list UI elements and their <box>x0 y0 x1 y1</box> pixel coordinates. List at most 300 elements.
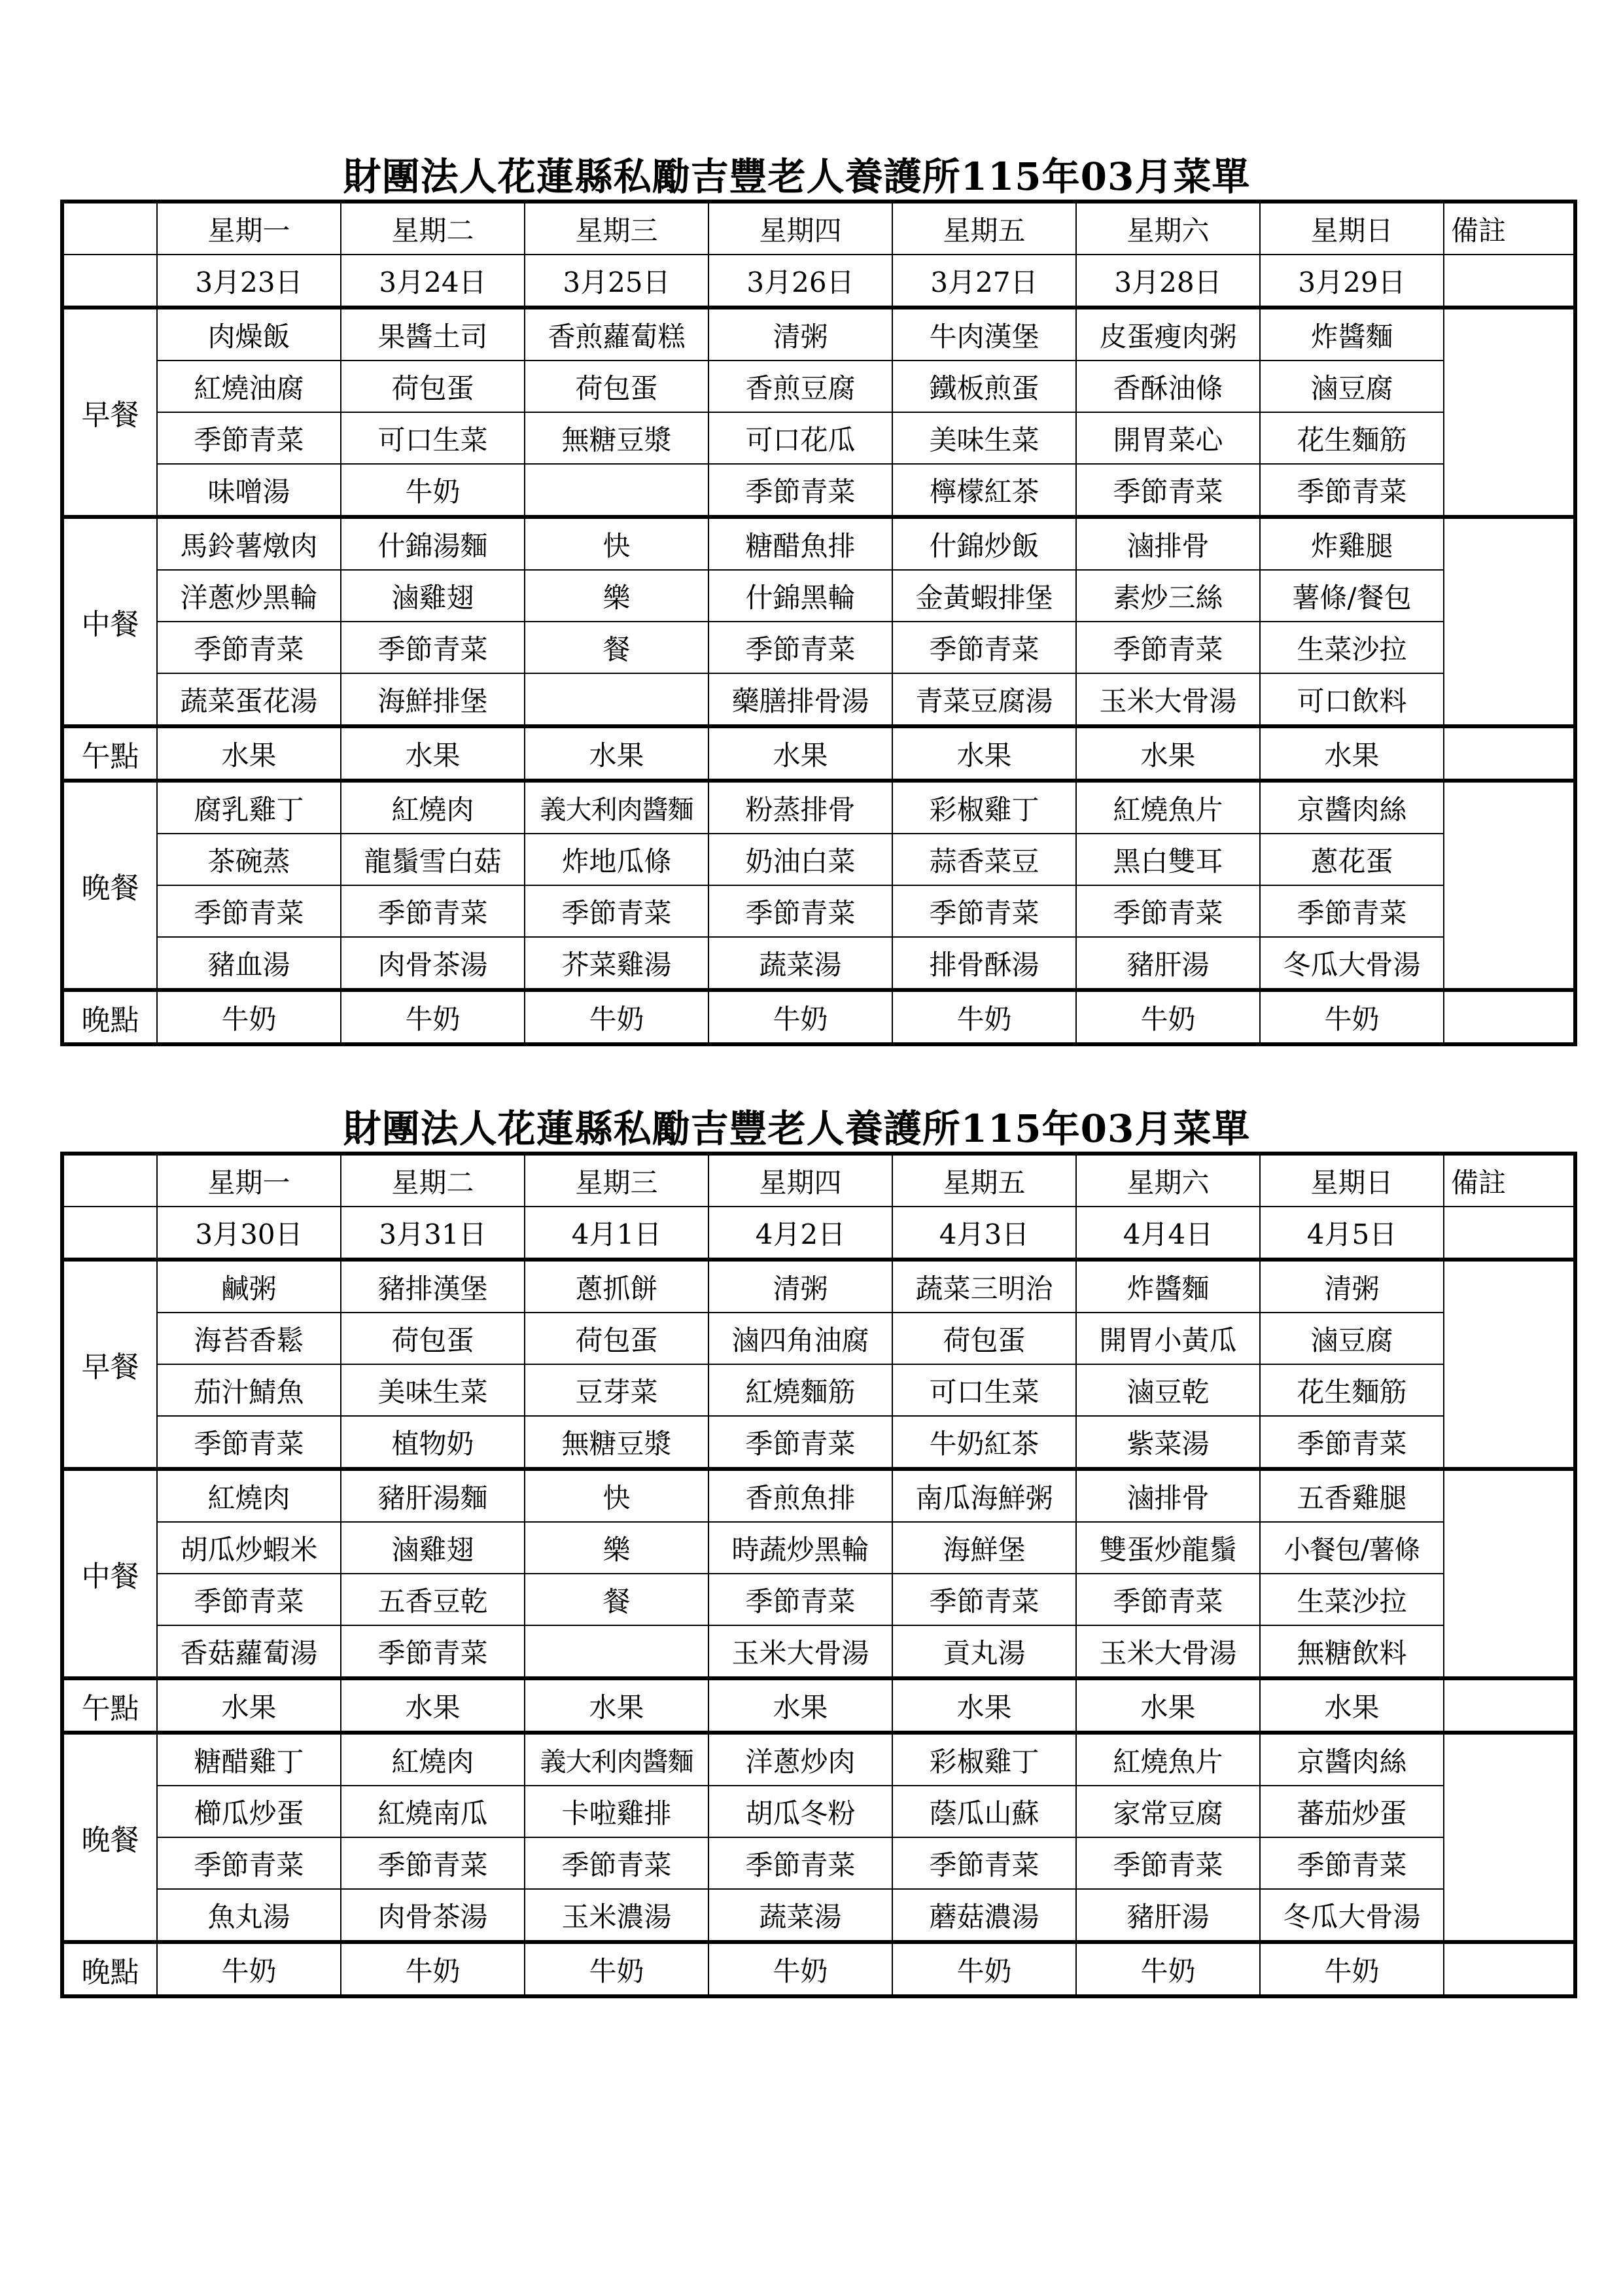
notes-cell <box>1444 308 1575 361</box>
menu-item: 蔥抓餅 <box>525 1260 708 1313</box>
menu-item: 冬瓜大骨湯 <box>1260 1889 1444 1942</box>
menu-item: 洋蔥炒肉 <box>708 1733 892 1786</box>
notes-cell <box>1444 570 1575 622</box>
menu-item: 開胃菜心 <box>1076 412 1260 464</box>
notes-cell <box>1444 834 1575 885</box>
notes-cell <box>1444 1837 1575 1889</box>
menu-item: 清粥 <box>708 1260 892 1313</box>
lunch-row <box>62 570 1575 622</box>
notes-cell <box>1444 1889 1575 1942</box>
notes-cell <box>1444 517 1575 570</box>
menu-item: 果醬土司 <box>341 308 525 361</box>
menu-item: 玉米大骨湯 <box>1076 673 1260 726</box>
menu-item: 肉骨茶湯 <box>341 937 525 990</box>
menu-item: 無糖豆漿 <box>525 1416 708 1469</box>
menu-item: 排骨酥湯 <box>892 937 1076 990</box>
weekday-header: 星期五 <box>892 202 1076 255</box>
dinner-row <box>62 834 1575 885</box>
menu-item <box>525 673 708 726</box>
menu-item: 牛奶 <box>1076 990 1260 1044</box>
afternoon-row <box>62 726 1575 781</box>
menu-item: 紅燒麵筋 <box>708 1364 892 1416</box>
menu-item: 花生麵筋 <box>1260 412 1444 464</box>
date-corner <box>62 255 157 308</box>
menu-item: 可口花瓜 <box>708 412 892 464</box>
menu-item: 季節青菜 <box>1076 1837 1260 1889</box>
date-cell: 4月1日 <box>525 1207 708 1260</box>
menu-item: 茶碗蒸 <box>157 834 341 885</box>
date-cell: 3月27日 <box>892 255 1076 308</box>
notes-header: 備註 <box>1444 202 1575 255</box>
menu-item: 豬肝湯 <box>1076 1889 1260 1942</box>
notes-cell <box>1444 622 1575 673</box>
menu-item: 紅燒肉 <box>157 1469 341 1522</box>
menu-item: 卡啦雞排 <box>525 1786 708 1837</box>
breakfast-row <box>62 1313 1575 1364</box>
menu-item: 皮蛋瘦肉粥 <box>1076 308 1260 361</box>
weekday-header: 星期日 <box>1260 202 1444 255</box>
date-cell: 4月2日 <box>708 1207 892 1260</box>
menu-item: 水果 <box>708 1678 892 1733</box>
weekday-header: 星期四 <box>708 1154 892 1207</box>
header-corner <box>62 1154 157 1207</box>
menu-item: 季節青菜 <box>708 622 892 673</box>
menu-item: 水果 <box>525 726 708 781</box>
lunch-row <box>62 517 1575 570</box>
menu-item: 洋蔥炒黑輪 <box>157 570 341 622</box>
notes-cell <box>1444 464 1575 517</box>
lunch-row <box>62 622 1575 673</box>
menu-item: 滷四角油腐 <box>708 1313 892 1364</box>
menu-item: 牛奶 <box>892 990 1076 1044</box>
menu-item: 炸醬麵 <box>1076 1260 1260 1313</box>
menu-item: 季節青菜 <box>157 1837 341 1889</box>
menu-item: 黑白雙耳 <box>1076 834 1260 885</box>
lunch-row <box>62 1574 1575 1625</box>
menu-item: 紅燒南瓜 <box>341 1786 525 1837</box>
notes-cell <box>1444 1364 1575 1416</box>
menu-item: 香煎豆腐 <box>708 361 892 412</box>
menu-item: 季節青菜 <box>1260 1416 1444 1469</box>
menu-item: 季節青菜 <box>1076 622 1260 673</box>
night-label: 晚點 <box>62 1942 157 1996</box>
notes-cell <box>1444 1522 1575 1574</box>
week-menu-1 <box>60 154 1573 1046</box>
weekday-header-row <box>62 1154 1575 1207</box>
menu-item: 可口生菜 <box>341 412 525 464</box>
menu-item: 什錦黑輪 <box>708 570 892 622</box>
menu-item: 牛奶 <box>708 990 892 1044</box>
weekday-header: 星期六 <box>1076 202 1260 255</box>
menu-item: 季節青菜 <box>157 1416 341 1469</box>
date-row <box>62 1207 1575 1260</box>
menu-item <box>525 1625 708 1678</box>
notes-cell <box>1444 1942 1575 1996</box>
menu-item: 腐乳雞丁 <box>157 781 341 834</box>
menu-item: 季節青菜 <box>892 1837 1076 1889</box>
menu-item: 鐵板煎蛋 <box>892 361 1076 412</box>
breakfast-row <box>62 361 1575 412</box>
weekday-header: 星期二 <box>341 1154 525 1207</box>
breakfast-row <box>62 1364 1575 1416</box>
menu-item: 快 <box>525 1469 708 1522</box>
menu-item: 鹹粥 <box>157 1260 341 1313</box>
menu-item: 素炒三絲 <box>1076 570 1260 622</box>
menu-item: 牛奶 <box>341 990 525 1044</box>
menu-item: 蘑菇濃湯 <box>892 1889 1076 1942</box>
notes-cell <box>1444 1574 1575 1625</box>
menu-item: 海苔香鬆 <box>157 1313 341 1364</box>
notes-cell <box>1444 1786 1575 1837</box>
breakfast-row <box>62 464 1575 517</box>
menu-item: 荷包蛋 <box>525 1313 708 1364</box>
menu-item: 牛奶 <box>341 464 525 517</box>
menu-item: 青菜豆腐湯 <box>892 673 1076 726</box>
notes-cell <box>1444 781 1575 834</box>
menu-item: 紅燒魚片 <box>1076 781 1260 834</box>
menu-item: 水果 <box>525 1678 708 1733</box>
menu-item: 季節青菜 <box>708 1574 892 1625</box>
menu-item: 花生麵筋 <box>1260 1364 1444 1416</box>
breakfast-label: 早餐 <box>62 308 157 517</box>
menu-item: 季節青菜 <box>892 1574 1076 1625</box>
lunch-row <box>62 1522 1575 1574</box>
weekday-header: 星期五 <box>892 1154 1076 1207</box>
menu-item: 味噌湯 <box>157 464 341 517</box>
breakfast-row <box>62 308 1575 361</box>
menu-item: 荷包蛋 <box>892 1313 1076 1364</box>
menu-item: 牛奶 <box>341 1942 525 1996</box>
date-cell: 3月23日 <box>157 255 341 308</box>
menu-item: 水果 <box>1260 1678 1444 1733</box>
menu-item: 玉米濃湯 <box>525 1889 708 1942</box>
menu-item: 水果 <box>892 726 1076 781</box>
menu-item: 水果 <box>341 726 525 781</box>
menu-item: 蔬菜蛋花湯 <box>157 673 341 726</box>
menu-item: 季節青菜 <box>1260 464 1444 517</box>
menu-item: 炸醬麵 <box>1260 308 1444 361</box>
notes-cell <box>1444 255 1575 308</box>
notes-cell <box>1444 1416 1575 1469</box>
menu-item: 季節青菜 <box>708 1416 892 1469</box>
menu-item: 雙蛋炒龍鬚 <box>1076 1522 1260 1574</box>
menu-item: 藥膳排骨湯 <box>708 673 892 726</box>
menu-item: 季節青菜 <box>708 464 892 517</box>
menu-title: 財團法人花蓮縣私勵吉豐老人養護所115年03月菜單 <box>343 154 1251 199</box>
menu-item: 香煎魚排 <box>708 1469 892 1522</box>
menu-item: 芥菜雞湯 <box>525 937 708 990</box>
menu-item: 紅燒魚片 <box>1076 1733 1260 1786</box>
menu-item: 蔭瓜山蘇 <box>892 1786 1076 1837</box>
breakfast-row <box>62 1260 1575 1313</box>
menu-item: 蔥花蛋 <box>1260 834 1444 885</box>
date-row <box>62 255 1575 308</box>
menu-item: 蕃茄炒蛋 <box>1260 1786 1444 1837</box>
dinner-row <box>62 1786 1575 1837</box>
menu-item: 糖醋雞丁 <box>157 1733 341 1786</box>
menu-item: 可口飲料 <box>1260 673 1444 726</box>
menu-item: 檸檬紅茶 <box>892 464 1076 517</box>
date-cell: 4月3日 <box>892 1207 1076 1260</box>
date-cell: 3月30日 <box>157 1207 341 1260</box>
notes-cell <box>1444 1678 1575 1733</box>
menu-item: 蔬菜湯 <box>708 1889 892 1942</box>
date-cell: 4月4日 <box>1076 1207 1260 1260</box>
menu-item: 美味生菜 <box>892 412 1076 464</box>
menu-item: 清粥 <box>1260 1260 1444 1313</box>
menu-table <box>60 200 1577 1046</box>
menu-item: 小餐包/薯條 <box>1260 1522 1444 1574</box>
weekday-header: 星期一 <box>157 1154 341 1207</box>
menu-item: 荷包蛋 <box>341 361 525 412</box>
notes-cell <box>1444 990 1575 1044</box>
menu-item: 季節青菜 <box>157 412 341 464</box>
lunch-row <box>62 673 1575 726</box>
date-cell: 3月25日 <box>525 255 708 308</box>
lunch-row <box>62 1625 1575 1678</box>
menu-item: 生菜沙拉 <box>1260 1574 1444 1625</box>
week-menu-2 <box>60 1106 1573 1998</box>
breakfast-row <box>62 1416 1575 1469</box>
menu-item: 季節青菜 <box>708 1837 892 1889</box>
weekday-header: 星期一 <box>157 202 341 255</box>
notes-cell <box>1444 1313 1575 1364</box>
menu-item: 季節青菜 <box>1076 1574 1260 1625</box>
weekday-header-row <box>62 202 1575 255</box>
menu-item: 滷豆腐 <box>1260 1313 1444 1364</box>
dinner-row <box>62 937 1575 990</box>
night-row <box>62 1942 1575 1996</box>
menu-item: 水果 <box>1076 1678 1260 1733</box>
menu-item: 牛奶 <box>157 990 341 1044</box>
menu-item: 京醬肉絲 <box>1260 781 1444 834</box>
menu-item: 豬排漢堡 <box>341 1260 525 1313</box>
menu-item: 季節青菜 <box>1076 464 1260 517</box>
menu-item: 什錦炒飯 <box>892 517 1076 570</box>
menu-item: 海鮮排堡 <box>341 673 525 726</box>
breakfast-label: 早餐 <box>62 1260 157 1469</box>
menu-item: 季節青菜 <box>525 885 708 937</box>
menu-item: 牛奶 <box>1260 990 1444 1044</box>
menu-item: 茄汁鯖魚 <box>157 1364 341 1416</box>
menu-item: 滷豆腐 <box>1260 361 1444 412</box>
menu-item: 紫菜湯 <box>1076 1416 1260 1469</box>
menu-item: 時蔬炒黑輪 <box>708 1522 892 1574</box>
menu-item: 龍鬚雪白菇 <box>341 834 525 885</box>
menu-item: 牛奶 <box>1076 1942 1260 1996</box>
menu-item: 奶油白菜 <box>708 834 892 885</box>
menu-item: 牛奶 <box>1260 1942 1444 1996</box>
menu-item: 季節青菜 <box>892 885 1076 937</box>
menu-item: 清粥 <box>708 308 892 361</box>
menu-item: 蔬菜三明治 <box>892 1260 1076 1313</box>
menu-item: 開胃小黃瓜 <box>1076 1313 1260 1364</box>
menu-item: 牛肉漢堡 <box>892 308 1076 361</box>
notes-cell <box>1444 1469 1575 1522</box>
menu-item: 水果 <box>708 726 892 781</box>
menu-item: 季節青菜 <box>157 622 341 673</box>
weekday-header: 星期三 <box>525 202 708 255</box>
dinner-label: 晚餐 <box>62 781 157 990</box>
menu-item <box>525 464 708 517</box>
afternoon-label: 午點 <box>62 1678 157 1733</box>
menu-item: 滷排骨 <box>1076 517 1260 570</box>
menu-item: 水果 <box>157 726 341 781</box>
menu-item: 薯條/餐包 <box>1260 570 1444 622</box>
menu-item: 彩椒雞丁 <box>892 1733 1076 1786</box>
date-cell: 3月29日 <box>1260 255 1444 308</box>
menu-item: 牛奶 <box>157 1942 341 1996</box>
menu-item: 水果 <box>157 1678 341 1733</box>
menu-item: 胡瓜冬粉 <box>708 1786 892 1837</box>
menu-item: 紅燒肉 <box>341 781 525 834</box>
menu-item: 水果 <box>892 1678 1076 1733</box>
night-row <box>62 990 1575 1044</box>
menu-item: 季節青菜 <box>341 622 525 673</box>
date-cell: 3月31日 <box>341 1207 525 1260</box>
menu-item: 水果 <box>1076 726 1260 781</box>
weekday-header: 星期二 <box>341 202 525 255</box>
menu-item: 炸雞腿 <box>1260 517 1444 570</box>
notes-header: 備註 <box>1444 1154 1575 1207</box>
menu-item: 牛奶紅茶 <box>892 1416 1076 1469</box>
notes-cell <box>1444 1733 1575 1786</box>
menu-item: 義大利肉醬麵 <box>525 781 708 834</box>
menu-item: 滷雞翅 <box>341 570 525 622</box>
menu-item: 香菇蘿蔔湯 <box>157 1625 341 1678</box>
date-cell: 4月5日 <box>1260 1207 1444 1260</box>
menu-item: 胡瓜炒蝦米 <box>157 1522 341 1574</box>
lunch-row <box>62 1469 1575 1522</box>
menu-item: 水果 <box>1260 726 1444 781</box>
menu-item: 荷包蛋 <box>525 361 708 412</box>
menu-item: 什錦湯麵 <box>341 517 525 570</box>
menu-item: 義大利肉醬麵 <box>525 1733 708 1786</box>
notes-cell <box>1444 885 1575 937</box>
date-cell: 3月24日 <box>341 255 525 308</box>
menu-item: 五香豆乾 <box>341 1574 525 1625</box>
menu-title: 財團法人花蓮縣私勵吉豐老人養護所115年03月菜單 <box>343 1106 1251 1151</box>
notes-cell <box>1444 1260 1575 1313</box>
menu-item: 玉米大骨湯 <box>708 1625 892 1678</box>
menu-item: 季節青菜 <box>1260 885 1444 937</box>
menu-item: 季節青菜 <box>341 1837 525 1889</box>
dinner-row <box>62 1733 1575 1786</box>
menu-item: 快 <box>525 517 708 570</box>
menu-item: 季節青菜 <box>1076 885 1260 937</box>
date-cell: 3月26日 <box>708 255 892 308</box>
menu-item: 季節青菜 <box>892 622 1076 673</box>
menu-item: 紅燒油腐 <box>157 361 341 412</box>
menu-item: 季節青菜 <box>708 885 892 937</box>
notes-cell <box>1444 673 1575 726</box>
menu-item: 香酥油條 <box>1076 361 1260 412</box>
menu-item: 餐 <box>525 622 708 673</box>
menu-item: 南瓜海鮮粥 <box>892 1469 1076 1522</box>
menu-table <box>60 1152 1577 1998</box>
menu-item: 櫛瓜炒蛋 <box>157 1786 341 1837</box>
menu-item: 糖醋魚排 <box>708 517 892 570</box>
menu-item: 水果 <box>341 1678 525 1733</box>
menu-item: 餐 <box>525 1574 708 1625</box>
menu-item: 牛奶 <box>525 1942 708 1996</box>
menu-item: 牛奶 <box>708 1942 892 1996</box>
dinner-row <box>62 781 1575 834</box>
menu-item: 季節青菜 <box>341 885 525 937</box>
notes-cell <box>1444 1207 1575 1260</box>
menu-item: 豬肝湯麵 <box>341 1469 525 1522</box>
menu-item: 魚丸湯 <box>157 1889 341 1942</box>
menu-item: 季節青菜 <box>525 1837 708 1889</box>
menu-item: 海鮮堡 <box>892 1522 1076 1574</box>
date-corner <box>62 1207 157 1260</box>
menu-item: 炸地瓜條 <box>525 834 708 885</box>
menu-item: 豬肝湯 <box>1076 937 1260 990</box>
menu-item: 蒜香菜豆 <box>892 834 1076 885</box>
date-cell: 3月28日 <box>1076 255 1260 308</box>
menu-item: 貢丸湯 <box>892 1625 1076 1678</box>
menu-item: 季節青菜 <box>341 1625 525 1678</box>
weekday-header: 星期六 <box>1076 1154 1260 1207</box>
menu-item: 可口生菜 <box>892 1364 1076 1416</box>
menu-item: 五香雞腿 <box>1260 1469 1444 1522</box>
menu-item: 美味生菜 <box>341 1364 525 1416</box>
weekday-header: 星期四 <box>708 202 892 255</box>
notes-cell <box>1444 361 1575 412</box>
weekday-header: 星期日 <box>1260 1154 1444 1207</box>
night-label: 晚點 <box>62 990 157 1044</box>
breakfast-row <box>62 412 1575 464</box>
dinner-row <box>62 885 1575 937</box>
menu-item: 無糖豆漿 <box>525 412 708 464</box>
lunch-label: 中餐 <box>62 1469 157 1678</box>
menu-item: 冬瓜大骨湯 <box>1260 937 1444 990</box>
menu-item: 玉米大骨湯 <box>1076 1625 1260 1678</box>
dinner-row <box>62 1889 1575 1942</box>
menu-item: 彩椒雞丁 <box>892 781 1076 834</box>
menu-item: 生菜沙拉 <box>1260 622 1444 673</box>
menu-item: 肉骨茶湯 <box>341 1889 525 1942</box>
menu-item: 家常豆腐 <box>1076 1786 1260 1837</box>
dinner-label: 晚餐 <box>62 1733 157 1942</box>
menu-item: 季節青菜 <box>1260 1837 1444 1889</box>
afternoon-label: 午點 <box>62 726 157 781</box>
menu-item: 樂 <box>525 1522 708 1574</box>
menu-item: 樂 <box>525 570 708 622</box>
menu-item: 蔬菜湯 <box>708 937 892 990</box>
menu-item: 粉蒸排骨 <box>708 781 892 834</box>
menu-item: 京醬肉絲 <box>1260 1733 1444 1786</box>
menu-item: 豆芽菜 <box>525 1364 708 1416</box>
menu-item: 肉燥飯 <box>157 308 341 361</box>
notes-cell <box>1444 1625 1575 1678</box>
menu-item: 無糖飲料 <box>1260 1625 1444 1678</box>
menu-item: 豬血湯 <box>157 937 341 990</box>
notes-cell <box>1444 937 1575 990</box>
weekday-header: 星期三 <box>525 1154 708 1207</box>
menu-item: 牛奶 <box>525 990 708 1044</box>
menu-item: 季節青菜 <box>157 885 341 937</box>
menu-item: 季節青菜 <box>157 1574 341 1625</box>
dinner-row <box>62 1837 1575 1889</box>
header-corner <box>62 202 157 255</box>
menu-item: 紅燒肉 <box>341 1733 525 1786</box>
menu-item: 植物奶 <box>341 1416 525 1469</box>
lunch-label: 中餐 <box>62 517 157 726</box>
menu-item: 金黃蝦排堡 <box>892 570 1076 622</box>
menu-item: 滷雞翅 <box>341 1522 525 1574</box>
menu-item: 荷包蛋 <box>341 1313 525 1364</box>
